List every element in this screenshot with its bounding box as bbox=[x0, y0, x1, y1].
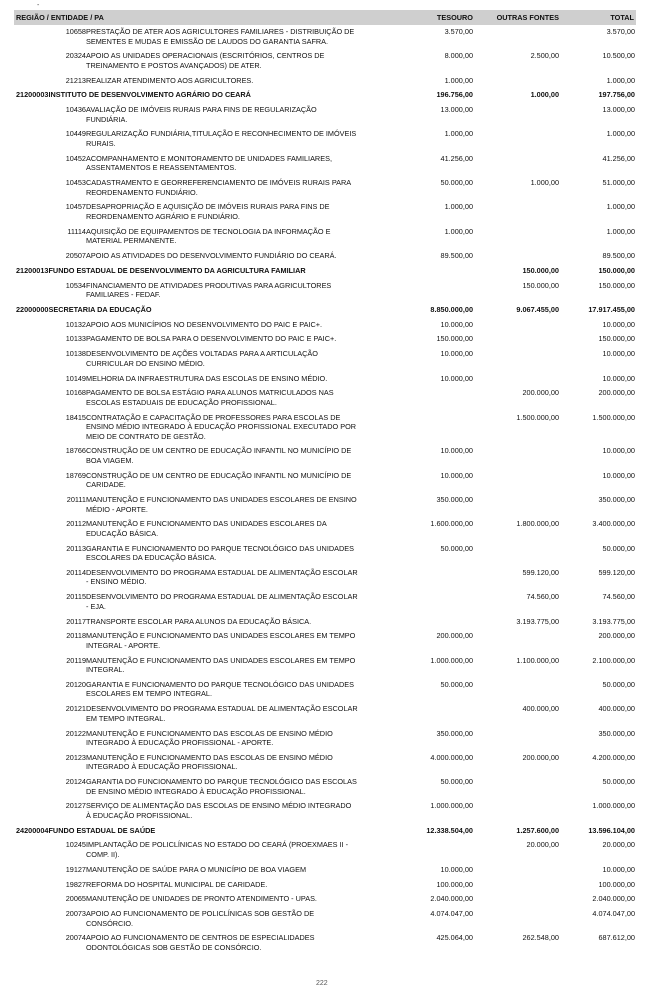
value-tesouro: 3.570,00 bbox=[444, 27, 473, 36]
value-outras-fontes: 20.000,00 bbox=[526, 840, 559, 850]
table-row bbox=[14, 129, 636, 148]
table-row bbox=[14, 27, 636, 46]
header-region: REGIÃO / ENTIDADE / PA bbox=[16, 13, 104, 22]
entity-name: FUNDO ESTADUAL DE SAÚDE bbox=[48, 825, 156, 835]
action-description: GARANTIA E FUNCIONAMENTO DO PARQUE TECNOLÓGICO DAS UNIDADES ESCOLARES DA EDUCAÇÃO BÁSICA. bbox=[86, 543, 354, 563]
action-code: 20119 bbox=[66, 655, 86, 665]
value-outras-fontes: 150.000,00 bbox=[522, 265, 559, 275]
value-total: 89.500,00 bbox=[602, 250, 635, 260]
value-outras-fontes: 3.193.775,00 bbox=[516, 616, 559, 626]
action-description: GARANTIA E FUNCIONAMENTO DO PARQUE TECNOLÓGICO DAS UNIDADES ESCOLARES EM TEMPO INTEGRAL. bbox=[86, 679, 354, 699]
action-code: 10449 bbox=[65, 129, 86, 139]
value-tesouro: 50.000,00 bbox=[440, 679, 473, 689]
action-description: MANUTENÇÃO DE UNIDADES DE PRONTO ATENDIMENTO - UPAS. bbox=[86, 894, 317, 904]
table-row bbox=[14, 154, 636, 173]
value-total: 1.000,00 bbox=[606, 129, 635, 139]
table-row bbox=[14, 227, 636, 246]
value-tesouro: 200.000,00 bbox=[436, 631, 473, 641]
action-code: 10132 bbox=[65, 319, 86, 329]
action-description: PAGAMENTO DE BOLSA PARA O DESENVOLVIMENTO DO PAIC E PAIC+. bbox=[86, 334, 337, 344]
action-description: CONSTRUÇÃO DE UM CENTRO DE EDUCAÇÃO INFANTIL NO MUNICÍPIO DE CARIDADE. bbox=[86, 470, 352, 490]
value-outras-fontes: 1.100.000,00 bbox=[516, 655, 559, 665]
action-code: 10658 bbox=[65, 27, 86, 36]
value-outras-fontes: 400.000,00 bbox=[522, 704, 559, 714]
value-total: 10.000,00 bbox=[602, 349, 635, 359]
action-code: 20111 bbox=[66, 495, 86, 505]
action-code: 11114 bbox=[67, 226, 86, 236]
value-outras-fontes: 1.500.000,00 bbox=[516, 412, 559, 422]
value-total: 51.000,00 bbox=[602, 178, 635, 188]
table-row bbox=[14, 568, 636, 587]
action-description: MANUTENÇÃO E FUNCIONAMENTO DAS UNIDADES ESCOLARES DA EDUCAÇÃO BÁSICA. bbox=[86, 519, 327, 538]
table-row bbox=[14, 729, 636, 748]
table-row bbox=[14, 251, 636, 261]
action-description: CONSTRUÇÃO DE UM CENTRO DE EDUCAÇÃO INFANTIL NO MUNICÍPIO DE BOA VIAGEM. bbox=[86, 446, 352, 465]
value-tesouro: 8.000,00 bbox=[444, 51, 473, 61]
table-row bbox=[14, 76, 636, 86]
action-description: APOIO AS ATIVIDADES DO DESENVOLVIMENTO FUNDIÁRIO DO CEARÁ. bbox=[86, 250, 337, 260]
value-total: 10.000,00 bbox=[602, 319, 635, 329]
value-tesouro: 50.000,00 bbox=[440, 777, 473, 787]
value-tesouro: 1.000,00 bbox=[444, 226, 473, 236]
value-outras-fontes: 200.000,00 bbox=[522, 388, 559, 398]
entity-code: 22000000 bbox=[16, 304, 49, 314]
action-code: 19127 bbox=[65, 864, 86, 874]
value-tesouro: 10.000,00 bbox=[440, 864, 473, 874]
action-description: TRANSPORTE ESCOLAR PARA ALUNOS DA EDUCAÇÃO BÁSICA. bbox=[86, 616, 312, 626]
value-total: 4.200.000,00 bbox=[592, 752, 635, 762]
action-description: MANUTENÇÃO E FUNCIONAMENTO DAS ESCOLAS DE ENSINO MÉDIO INTEGRADO À EDUCAÇÃO PROFISSIONAL - APORTE. bbox=[86, 728, 333, 747]
value-tesouro: 350.000,00 bbox=[436, 728, 473, 738]
entity-name: FUNDO ESTADUAL DE DESENVOLVIMENTO DA AGRICULTURA FAMILIAR bbox=[48, 265, 306, 275]
action-code: 20124 bbox=[65, 777, 86, 787]
table-row bbox=[14, 680, 636, 699]
table-row bbox=[14, 631, 636, 650]
table-row bbox=[14, 413, 636, 442]
action-description: REALIZAR ATENDIMENTO AOS AGRICULTORES. bbox=[86, 75, 254, 85]
table-row bbox=[14, 349, 636, 368]
value-total: 4.074.047,00 bbox=[592, 909, 635, 919]
action-description: CADASTRAMENTO E GEORREFERENCIAMENTO DE IMÓVEIS RURAIS PARA REORDENAMENTO FUNDIÁRIO. bbox=[86, 178, 351, 197]
value-total: 3.193.775,00 bbox=[592, 616, 635, 626]
action-description: AVALIAÇÃO DE IMÓVEIS RURAIS PARA FINS DE REGULARIZAÇÃO FUNDIÁRIA. bbox=[86, 105, 317, 124]
action-code: 18415 bbox=[65, 412, 86, 422]
value-tesouro: 1.600.000,00 bbox=[430, 519, 473, 529]
value-total: 20.000,00 bbox=[602, 840, 635, 850]
action-description: APOIO AOS MUNICÍPIOS NO DESENVOLVIMENTO DO PAIC E PAIC+. bbox=[86, 319, 323, 329]
action-code: 20117 bbox=[66, 616, 86, 626]
action-description: CONTRATAÇÃO E CAPACITAÇÃO DE PROFESSORES PARA ESCOLAS DE ENSINO MÉDIO INTEGRADO À EDUCAÇÃO PROFISSIONAL EXECUTADO POR MEIO DE CONTRATO DE GESTÃO. bbox=[86, 412, 357, 441]
value-total: 10.000,00 bbox=[602, 470, 635, 480]
header-tesouro: TESOURO bbox=[436, 13, 473, 22]
table-row bbox=[14, 471, 636, 490]
action-code: 20065 bbox=[65, 894, 86, 904]
value-tesouro: 350.000,00 bbox=[436, 495, 473, 505]
table-row bbox=[14, 753, 636, 772]
value-tesouro: 150.000,00 bbox=[436, 334, 473, 344]
action-code: 20115 bbox=[66, 592, 86, 602]
action-code: 20127 bbox=[65, 801, 86, 811]
value-outras-fontes: 9.067.455,00 bbox=[516, 304, 559, 314]
value-tesouro: 13.000,00 bbox=[440, 105, 473, 115]
table-row bbox=[14, 865, 636, 875]
action-description: MANUTENÇÃO E FUNCIONAMENTO DAS UNIDADES ESCOLARES EM TEMPO INTEGRAL - APORTE. bbox=[86, 631, 356, 650]
table-row bbox=[14, 656, 636, 675]
value-tesouro: 41.256,00 bbox=[440, 153, 473, 163]
table-row bbox=[14, 105, 636, 124]
value-total: 41.256,00 bbox=[602, 153, 635, 163]
action-description: DESENVOLVIMENTO DE AÇÕES VOLTADAS PARA A ARTICULAÇÃO CURRICULAR DO ENSINO MÉDIO. bbox=[86, 349, 318, 368]
action-description: APOIO AO FUNCIONAMENTO DE CENTROS DE ESPECIALIDADES ODONTOLÓGICAS SOB GESTÃO DE CONSÓRCIO. bbox=[86, 933, 315, 952]
value-tesouro: 12.338.504,00 bbox=[426, 825, 473, 835]
value-tesouro: 50.000,00 bbox=[440, 178, 473, 188]
action-description: SERVIÇO DE ALIMENTAÇÃO DAS ESCOLAS DE ENSINO MÉDIO INTEGRADO À EDUCAÇÃO PROFISSIONAL. bbox=[86, 801, 352, 820]
value-total: 1.500.000,00 bbox=[592, 412, 635, 422]
value-total: 150.000,00 bbox=[598, 265, 635, 275]
value-total: 350.000,00 bbox=[598, 728, 635, 738]
value-outras-fontes: 200.000,00 bbox=[522, 752, 559, 762]
action-code: 10534 bbox=[65, 280, 86, 290]
value-tesouro: 196.756,00 bbox=[436, 90, 473, 100]
value-total: 2.040.000,00 bbox=[592, 894, 635, 904]
action-description: DESENVOLVIMENTO DO PROGRAMA ESTADUAL DE ALIMENTAÇÃO ESCOLAR - ENSINO MÉDIO. bbox=[86, 567, 358, 587]
group-row bbox=[14, 826, 636, 836]
value-tesouro: 10.000,00 bbox=[440, 373, 473, 383]
value-tesouro: 425.064,00 bbox=[436, 933, 473, 943]
table-row bbox=[14, 320, 636, 330]
action-code: 10457 bbox=[65, 202, 86, 212]
table-row bbox=[14, 334, 636, 344]
action-description: APOIO AS UNIDADES OPERACIONAIS (ESCRITÓRIOS, CENTROS DE TREINAMENTO E POSTOS AVANÇADOS) DE ATER. bbox=[86, 51, 325, 70]
entity-code: 21200003 bbox=[16, 90, 49, 100]
value-total: 50.000,00 bbox=[602, 777, 635, 787]
action-code: 20120 bbox=[65, 679, 86, 689]
value-tesouro: 10.000,00 bbox=[440, 319, 473, 329]
action-code: 20324 bbox=[65, 51, 86, 61]
action-code: 20112 bbox=[66, 519, 86, 529]
value-total: 10.000,00 bbox=[602, 446, 635, 456]
action-code: 10133 bbox=[65, 334, 86, 344]
value-outras-fontes: 150.000,00 bbox=[522, 280, 559, 290]
action-description: DESENVOLVIMENTO DO PROGRAMA ESTADUAL DE ALIMENTAÇÃO ESCOLAR EM TEMPO INTEGRAL. bbox=[86, 704, 358, 723]
value-tesouro: 2.040.000,00 bbox=[430, 894, 473, 904]
value-tesouro: 10.000,00 bbox=[440, 446, 473, 456]
value-outras-fontes: 262.548,00 bbox=[522, 933, 559, 943]
action-code: 20122 bbox=[65, 728, 86, 738]
table-row bbox=[14, 801, 636, 820]
entity-name: SECRETARIA DA EDUCAÇÃO bbox=[48, 304, 152, 314]
value-tesouro: 10.000,00 bbox=[440, 349, 473, 359]
table-row bbox=[14, 446, 636, 465]
action-code: 20113 bbox=[66, 543, 86, 553]
value-total: 197.756,00 bbox=[598, 90, 635, 100]
table-row bbox=[14, 388, 636, 407]
action-description: MANUTENÇÃO E FUNCIONAMENTO DAS UNIDADES ESCOLARES EM TEMPO INTEGRAL. bbox=[86, 655, 356, 675]
value-outras-fontes: 1.000,00 bbox=[530, 90, 559, 100]
table-row bbox=[14, 202, 636, 221]
action-description: REFORMA DO HOSPITAL MUNICIPAL DE CARIDADE. bbox=[86, 879, 268, 889]
value-tesouro: 4.000.000,00 bbox=[430, 752, 473, 762]
action-code: 18766 bbox=[65, 446, 86, 456]
page-number: 222 bbox=[316, 980, 328, 987]
value-total: 17.917.455,00 bbox=[588, 304, 635, 314]
group-row bbox=[14, 305, 636, 315]
value-tesouro: 100.000,00 bbox=[436, 879, 473, 889]
value-outras-fontes: 74.560,00 bbox=[526, 592, 559, 602]
action-code: 10138 bbox=[65, 349, 86, 359]
table-row bbox=[14, 281, 636, 300]
table-row bbox=[14, 544, 636, 563]
action-description: FINANCIAMENTO DE ATIVIDADES PRODUTIVAS PARA AGRICULTORES FAMILIARES - FEDAF. bbox=[86, 280, 332, 300]
action-code: 20074 bbox=[65, 933, 86, 943]
value-outras-fontes: 1.257.600,00 bbox=[516, 825, 559, 835]
action-description: REGULARIZAÇÃO FUNDIÁRIA,TITULAÇÃO E RECONHECIMENTO DE IMÓVEIS RURAIS. bbox=[86, 129, 357, 148]
action-code: 10149 bbox=[65, 373, 86, 383]
value-total: 599.120,00 bbox=[598, 567, 635, 577]
action-description: MANUTENÇÃO E FUNCIONAMENTO DAS UNIDADES ESCOLARES DE ENSINO MÉDIO - APORTE. bbox=[86, 495, 357, 514]
value-total: 1.000.000,00 bbox=[592, 801, 635, 811]
action-description: DESAPROPRIAÇÃO E AQUISIÇÃO DE IMÓVEIS RURAIS PARA FINS DE REORDENAMENTO AGRÁRIO E FUNDIÁRIO. bbox=[86, 202, 330, 221]
group-row bbox=[14, 266, 636, 276]
table-row bbox=[14, 840, 636, 859]
value-total: 13.596.104,00 bbox=[588, 825, 635, 835]
value-total: 74.560,00 bbox=[602, 592, 635, 602]
value-tesouro: 1.000.000,00 bbox=[430, 801, 473, 811]
action-description: MANUTENÇÃO E FUNCIONAMENTO DAS ESCOLAS DE ENSINO MÉDIO INTEGRADO À EDUCAÇÃO PROFISSIONAL. bbox=[86, 752, 333, 772]
value-total: 200.000,00 bbox=[598, 388, 635, 398]
action-code: 20507 bbox=[65, 250, 86, 260]
value-tesouro: 1.000,00 bbox=[444, 75, 473, 85]
value-total: 350.000,00 bbox=[598, 495, 635, 505]
value-total: 10.500,00 bbox=[602, 51, 635, 61]
budget-table-body bbox=[14, 27, 636, 958]
action-code: 19827 bbox=[65, 879, 86, 889]
action-code: 10168 bbox=[65, 388, 86, 398]
entity-code: 24200004 bbox=[16, 825, 49, 835]
action-description: MELHORIA DA INFRAESTRUTURA DAS ESCOLAS DE ENSINO MÉDIO. bbox=[86, 373, 328, 383]
action-code: 18769 bbox=[65, 470, 86, 480]
value-total: 3.570,00 bbox=[606, 27, 635, 36]
value-total: 50.000,00 bbox=[602, 679, 635, 689]
action-description: APOIO AO FUNCIONAMENTO DE POLICLÍNICAS SOB GESTÃO DE CONSÓRCIO. bbox=[86, 909, 315, 928]
value-total: 10.000,00 bbox=[602, 864, 635, 874]
value-total: 50.000,00 bbox=[602, 543, 635, 553]
action-description: PAGAMENTO DE BOLSA ESTÁGIO PARA ALUNOS MATRICULADOS NAS ESCOLAS ESTADUAIS DE EDUCAÇÃO PROFISSIONAL. bbox=[86, 388, 334, 407]
value-tesouro: 10.000,00 bbox=[440, 470, 473, 480]
table-row bbox=[14, 933, 636, 952]
table-header bbox=[14, 10, 636, 25]
action-description: ACOMPANHAMENTO E MONITORAMENTO DE UNIDADES FAMILIARES, ASSENTAMENTOS E REASSENTAMENTOS. bbox=[86, 153, 332, 173]
value-total: 150.000,00 bbox=[598, 334, 635, 344]
value-total: 2.100.000,00 bbox=[592, 655, 635, 665]
table-row bbox=[14, 495, 636, 514]
action-code: 20123 bbox=[65, 752, 86, 762]
table-row bbox=[14, 894, 636, 904]
table-row bbox=[14, 519, 636, 538]
table-row bbox=[14, 617, 636, 627]
table-row bbox=[14, 704, 636, 723]
action-code: 20073 bbox=[65, 909, 86, 919]
value-total: 1.000,00 bbox=[606, 226, 635, 236]
action-description: PRESTAÇÃO DE ATER AOS AGRICULTORES FAMILIARES - DISTRIBUIÇÃO DE SEMENTES E MUDAS E EMISSÃO DE LAUDOS DO GARANTIA SAFRA. bbox=[86, 27, 355, 46]
action-code: 10436 bbox=[65, 105, 86, 115]
table-row bbox=[14, 909, 636, 928]
value-total: 200.000,00 bbox=[598, 631, 635, 641]
header-total: TOTAL bbox=[610, 13, 634, 22]
table-row bbox=[14, 51, 636, 70]
table-row bbox=[14, 777, 636, 796]
value-tesouro: 4.074.047,00 bbox=[430, 909, 473, 919]
header-outras-fontes: OUTRAS FONTES bbox=[496, 13, 559, 22]
table-row bbox=[14, 178, 636, 197]
value-tesouro: 1.000,00 bbox=[444, 129, 473, 139]
entity-code: 21200013 bbox=[16, 265, 49, 275]
action-description: GARANTIA DO FUNCIONAMENTO DO PARQUE TECNOLÓGICO DAS ESCOLAS DE ENSINO MÉDIO INTEGRADO À EDUCAÇÃO PROFISSIONAL. bbox=[86, 777, 357, 796]
value-outras-fontes: 599.120,00 bbox=[522, 567, 559, 577]
action-description: DESENVOLVIMENTO DO PROGRAMA ESTADUAL DE ALIMENTAÇÃO ESCOLAR - EJA. bbox=[86, 592, 358, 611]
value-tesouro: 1.000.000,00 bbox=[430, 655, 473, 665]
top-mark: - bbox=[37, 2, 40, 9]
value-outras-fontes: 2.500,00 bbox=[530, 51, 559, 61]
action-code: 21213 bbox=[65, 75, 86, 85]
table-row bbox=[14, 592, 636, 611]
value-total: 687.612,00 bbox=[598, 933, 635, 943]
group-row bbox=[14, 90, 636, 100]
value-total: 100.000,00 bbox=[598, 879, 635, 889]
value-tesouro: 89.500,00 bbox=[440, 250, 473, 260]
action-code: 20118 bbox=[66, 631, 86, 641]
action-description: MANUTENÇÃO DE SAÚDE PARA O MUNICÍPIO DE BOA VIAGEM bbox=[86, 864, 307, 874]
value-outras-fontes: 1.800.000,00 bbox=[516, 519, 559, 529]
action-code: 10245 bbox=[65, 840, 86, 850]
action-code: 20121 bbox=[65, 704, 86, 714]
table-row bbox=[14, 374, 636, 384]
table-row bbox=[14, 880, 636, 890]
value-outras-fontes: 1.000,00 bbox=[530, 178, 559, 188]
value-tesouro: 8.850.000,00 bbox=[430, 304, 473, 314]
value-total: 3.400.000,00 bbox=[592, 519, 635, 529]
action-description: AQUISIÇÃO DE EQUIPAMENTOS DE TECNOLOGIA DA INFORMAÇÃO E MATERIAL PERMANENTE. bbox=[86, 226, 331, 246]
value-tesouro: 50.000,00 bbox=[440, 543, 473, 553]
value-total: 150.000,00 bbox=[598, 280, 635, 290]
action-code: 10452 bbox=[65, 153, 86, 163]
value-total: 13.000,00 bbox=[602, 105, 635, 115]
action-code: 10453 bbox=[65, 178, 86, 188]
action-code: 20114 bbox=[66, 567, 86, 577]
entity-name: INSTITUTO DE DESENVOLVIMENTO AGRÁRIO DO CEARÁ bbox=[48, 90, 251, 100]
value-total: 1.000,00 bbox=[606, 75, 635, 85]
value-total: 10.000,00 bbox=[602, 373, 635, 383]
value-total: 400.000,00 bbox=[598, 704, 635, 714]
value-tesouro: 1.000,00 bbox=[444, 202, 473, 212]
value-total: 1.000,00 bbox=[606, 202, 635, 212]
action-description: IMPLANTAÇÃO DE POLICLÍNICAS NO ESTADO DO CEARÁ (PROEXMAES II - COMP. II). bbox=[86, 840, 349, 859]
